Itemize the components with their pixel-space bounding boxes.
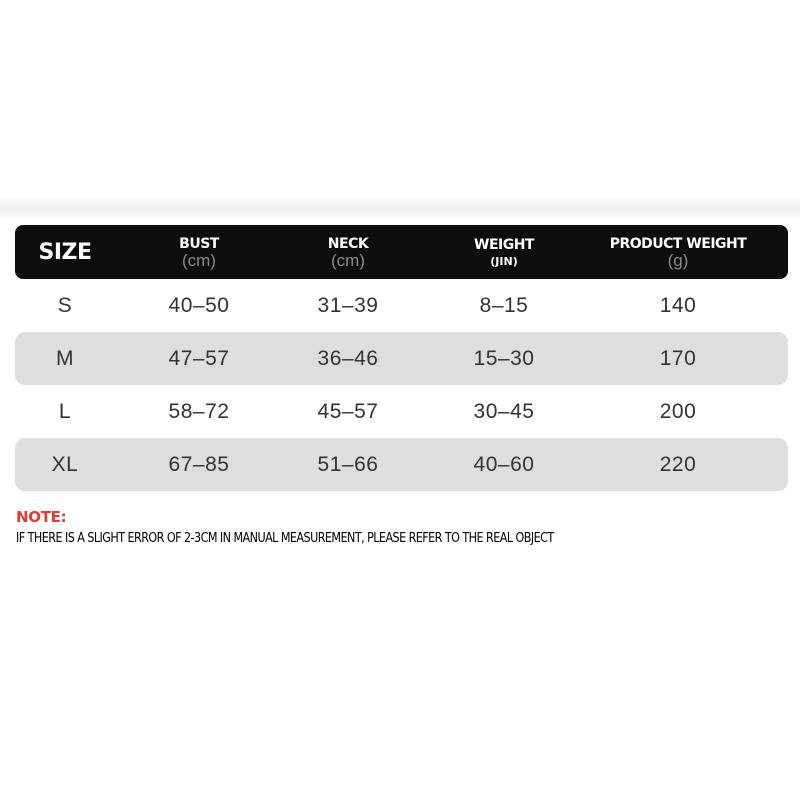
header-product-weight-label: PRODUCT WEIGHT — [609, 236, 747, 252]
header-neck-label: NECK — [327, 236, 369, 252]
header-size-label: SIZE — [38, 239, 92, 265]
cell-weight: 8–15 — [479, 293, 529, 317]
header-bust — [179, 225, 219, 279]
table-row — [15, 332, 788, 385]
table-row — [15, 385, 788, 438]
header-weight-label: WEIGHT — [474, 237, 534, 253]
top-shadow-divider — [0, 196, 800, 220]
header-product-weight-unit: (g) — [667, 251, 689, 270]
cell-size: XL — [51, 452, 79, 476]
header-bust-label: BUST — [179, 236, 219, 252]
cell-bust: 40–50 — [168, 293, 230, 317]
header-size — [38, 225, 91, 279]
cell-product-weight: 220 — [659, 452, 697, 476]
header-weight-unit: (JIN) — [490, 255, 518, 268]
table-row — [15, 438, 788, 491]
table-header-row — [15, 225, 788, 279]
cell-weight: 40–60 — [473, 452, 535, 476]
note-text: IF THERE IS A SLIGHT ERROR OF 2-3CM IN MANUAL MEASUREMENT, PLEASE REFER TO THE REAL OBJECT — [16, 530, 554, 546]
cell-size: S — [57, 293, 73, 317]
cell-neck: 51–66 — [317, 452, 379, 476]
header-bust-unit: (cm) — [182, 251, 216, 270]
header-neck — [328, 225, 368, 279]
cell-product-weight: 200 — [659, 399, 697, 423]
cell-product-weight: 170 — [659, 346, 697, 370]
cell-size: L — [58, 399, 72, 423]
cell-weight: 15–30 — [473, 346, 535, 370]
cell-bust: 58–72 — [168, 399, 230, 423]
size-chart-table — [15, 225, 788, 491]
note-title: NOTE: — [16, 508, 67, 526]
cell-neck: 36–46 — [317, 346, 379, 370]
header-product-weight — [610, 225, 747, 279]
cell-bust: 47–57 — [168, 346, 230, 370]
cell-bust: 67–85 — [168, 452, 230, 476]
header-neck-unit: (cm) — [331, 251, 365, 270]
cell-neck: 31–39 — [317, 293, 379, 317]
cell-product-weight: 140 — [659, 293, 697, 317]
cell-weight: 30–45 — [473, 399, 535, 423]
cell-size: M — [56, 346, 74, 370]
header-weight — [474, 225, 534, 279]
cell-neck: 45–57 — [317, 399, 379, 423]
table-row — [15, 279, 788, 332]
